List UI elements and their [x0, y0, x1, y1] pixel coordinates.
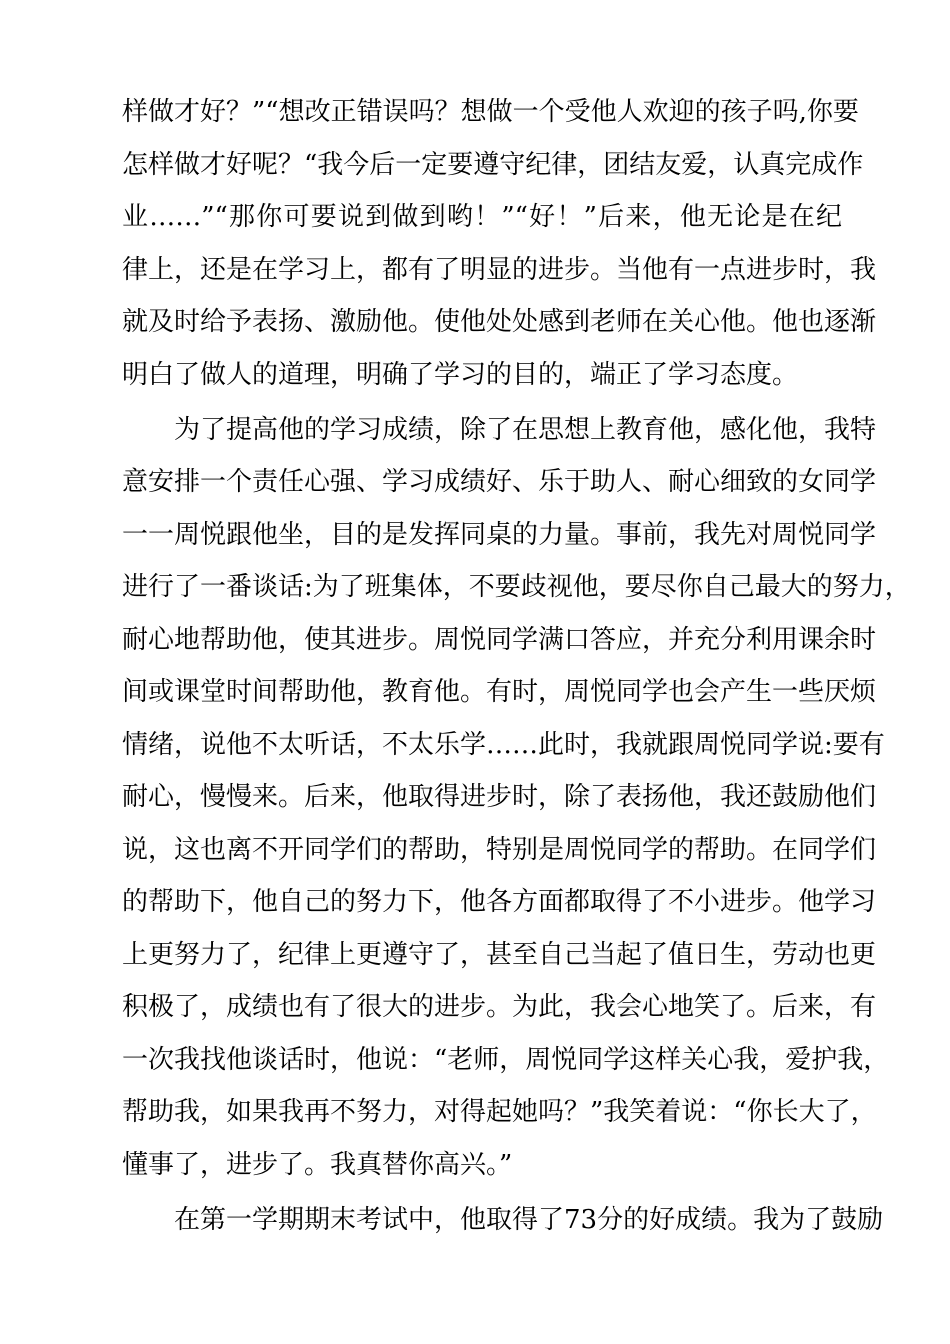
text-line: 意安排一个责任心强、学习成绩好、乐于助人、耐心细致的女同学 — [122, 467, 877, 497]
text-line: 进行了一番谈话:为了班集体，不要歧视他，要尽你自己最大的努力， — [122, 572, 911, 602]
text-line: 懂事了，进步了。我真替你高兴。” — [122, 1150, 513, 1180]
text-line: 上更努力了，纪律上更遵守了，甚至自己当起了值日生，劳动也更 — [122, 940, 877, 970]
text-line: 耐心，慢慢来。后来，他取得进步时，除了表扬他，我还鼓励他们 — [122, 782, 877, 812]
text-line: 积极了，成绩也有了很大的进步。为此，我会心地笑了。后来，有 — [122, 992, 877, 1022]
text-line: 间或课堂时间帮助他，教育他。有时，周悦同学也会产生一些厌烦 — [122, 677, 877, 707]
text-line: 说，这也离不开同学们的帮助，特别是周悦同学的帮助。在同学们 — [122, 835, 877, 865]
paragraph-first-line: 在第一学期期末考试中，他取得了73分的好成绩。我为了鼓励 — [174, 1205, 884, 1235]
text-line: 情绪，说他不太听话，不太乐学……此时，我就跟周悦同学说:要有 — [122, 730, 885, 760]
text-line: 怎样做才好呢？“我今后一定要遵守纪律，团结友爱，认真完成作 — [122, 150, 864, 180]
text-line: 样做才好？”“想改正错误吗？想做一个受他人欢迎的孩子吗,你要 — [122, 97, 859, 127]
text-line: 的帮助下，他自己的努力下，他各方面都取得了不小进步。他学习 — [122, 887, 877, 917]
text-line: 帮助我，如果我再不努力，对得起她吗？”我笑着说：“你长大了， — [122, 1097, 877, 1127]
paragraph-first-line: 为了提高他的学习成绩，除了在思想上教育他，感化他，我特 — [174, 415, 877, 445]
text-line: 一次我找他谈话时，他说：“老师，周悦同学这样关心我，爱护我， — [122, 1045, 890, 1075]
text-line: 明白了做人的道理，明确了学习的目的，端正了学习态度。 — [122, 360, 799, 390]
text-line: 业……”“那你可要说到做到哟！”“好！”后来，他无论是在纪 — [122, 202, 842, 232]
text-line: 就及时给予表扬、激励他。使他处处感到老师在关心他。他也逐渐 — [122, 307, 877, 337]
text-line: 一一周悦跟他坐，目的是发挥同桌的力量。事前，我先对周悦同学 — [122, 520, 877, 550]
text-line: 律上，还是在学习上，都有了明显的进步。当他有一点进步时，我 — [122, 255, 877, 285]
text-line: 耐心地帮助他，使其进步。周悦同学满口答应，并充分利用课余时 — [122, 625, 877, 655]
